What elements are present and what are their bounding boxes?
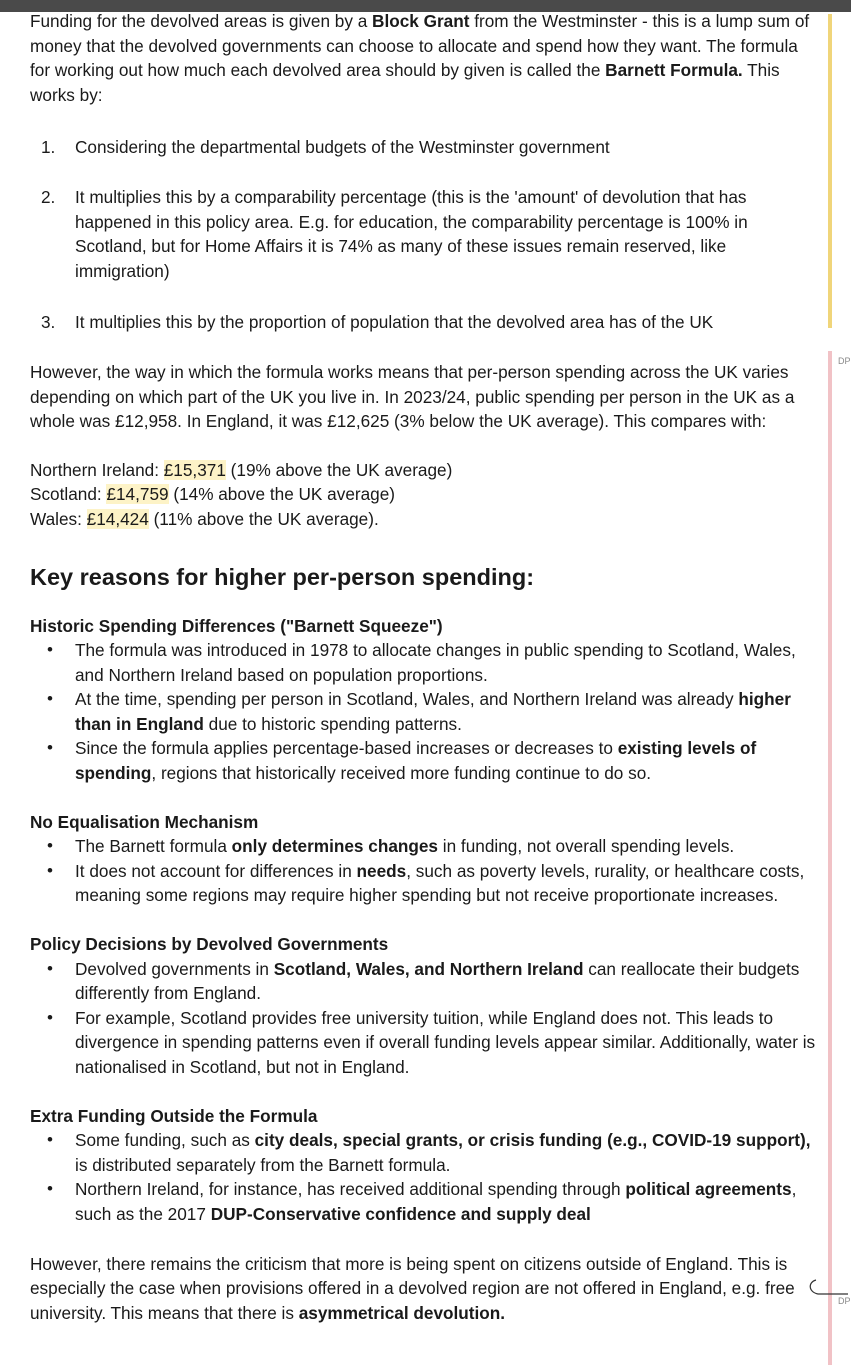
region-spending-list <box>30 458 820 532</box>
list-item: 3. It multiplies this by the proportion of population that the devolved area has of the UK <box>41 312 714 333</box>
list-item: • Since the formula applies percentage-based increases or decreases to existing levels of spending, regions that historically received more funding continue to do so. <box>47 738 757 784</box>
intro-paragraph: Funding for the devolved areas is given by a Block Grant from the Westminster - this is a lump sum of money that the devolved governments can choose to allocate and spend how they want. The formula for working out how much each devolved area should by given is called the Barnett Formula. This works by: <box>30 11 810 105</box>
conclusion-paragraph: However, there remains the criticism that more is being spent on citizens outside of England. This is especially the case when provisions offered in a devolved region are not offered in England, e.g. free university. This means that there is asymmetrical devolution. <box>30 1253 795 1323</box>
region-line-ni: Northern Ireland: £15,371 (19% above the UK average) <box>30 459 453 480</box>
list-item: • Devolved governments in Scotland, Wales, and Northern Ireland can reallocate their budgets differently from England. <box>47 958 800 1004</box>
list-item: • Northern Ireland, for instance, has received additional spending through political agreements, such as the 2017 DUP-Conservative confidence and supply deal <box>47 1179 797 1224</box>
list-item: • The formula was introduced in 1978 to allocate changes in public spending to Scotland, Wales, and Northern Ireland based on population proportions. <box>47 640 796 685</box>
change-bar-pink <box>828 351 832 1365</box>
document-body <box>30 9 820 1325</box>
section-title: Policy Decisions by Devolved Governments <box>30 934 389 955</box>
comment-marker[interactable]: DP <box>838 1296 851 1306</box>
list-item: 2. It multiplies this by a comparability percentage (this is the 'amount' of devolution that has happened in this policy area. E.g. for education, the comparability percentage is 100% in Scotland, but for Home Affairs it is 74% as many of these issues remain reserved, like immigration) <box>41 186 748 281</box>
section-equalisation <box>30 810 820 908</box>
list-item: • The Barnett formula only determines changes in funding, not overall spending levels. <box>47 836 735 857</box>
comment-connector-icon <box>806 1278 850 1300</box>
list-item: • At the time, spending per person in Scotland, Wales, and Northern Ireland was already higher than in England due to historic spending patterns. <box>47 689 791 734</box>
list-item: 1. Considering the departmental budgets of the Westminster government <box>41 137 610 158</box>
region-line-scotland: Scotland: £14,759 (14% above the UK average) <box>30 484 396 505</box>
list-item: • It does not account for differences in needs, such as poverty levels, rurality, or healthcare costs, meaning some regions may require higher spending but not receive proportionate increases. <box>47 860 805 906</box>
key-reasons-heading: Key reasons for higher per-person spending: <box>30 563 535 590</box>
section-extra-funding <box>30 1104 820 1227</box>
list-item: • For example, Scotland provides free university tuition, while England does not. This leads to divergence in spending patterns even if overall funding levels appear similar. Additionally, water is nationalised in Scotland, but not in England. <box>47 1007 816 1077</box>
however-paragraph: However, the way in which the formula works means that per-person spending across the UK varies depending on which part of the UK you live in. In 2023/24, public spending per person in the UK as a whole was £12,958. In England, it was £12,625 (3% below the UK average). This compares with: <box>30 361 795 432</box>
section-title: Extra Funding Outside the Formula <box>30 1105 318 1126</box>
section-historic <box>30 614 820 786</box>
list-item: • Some funding, such as city deals, special grants, or crisis funding (e.g., COVID-19 support), is distributed separately from the Barnett formula. <box>47 1130 811 1175</box>
change-bar-yellow <box>828 14 832 328</box>
barnett-steps-list <box>30 135 820 335</box>
section-policy <box>30 932 820 1080</box>
region-line-wales: Wales: £14,424 (11% above the UK average). <box>30 508 379 529</box>
section-title: No Equalisation Mechanism <box>30 811 259 832</box>
section-title: Historic Spending Differences ("Barnett Squeeze") <box>30 615 443 636</box>
comment-marker[interactable]: DP <box>838 356 851 366</box>
